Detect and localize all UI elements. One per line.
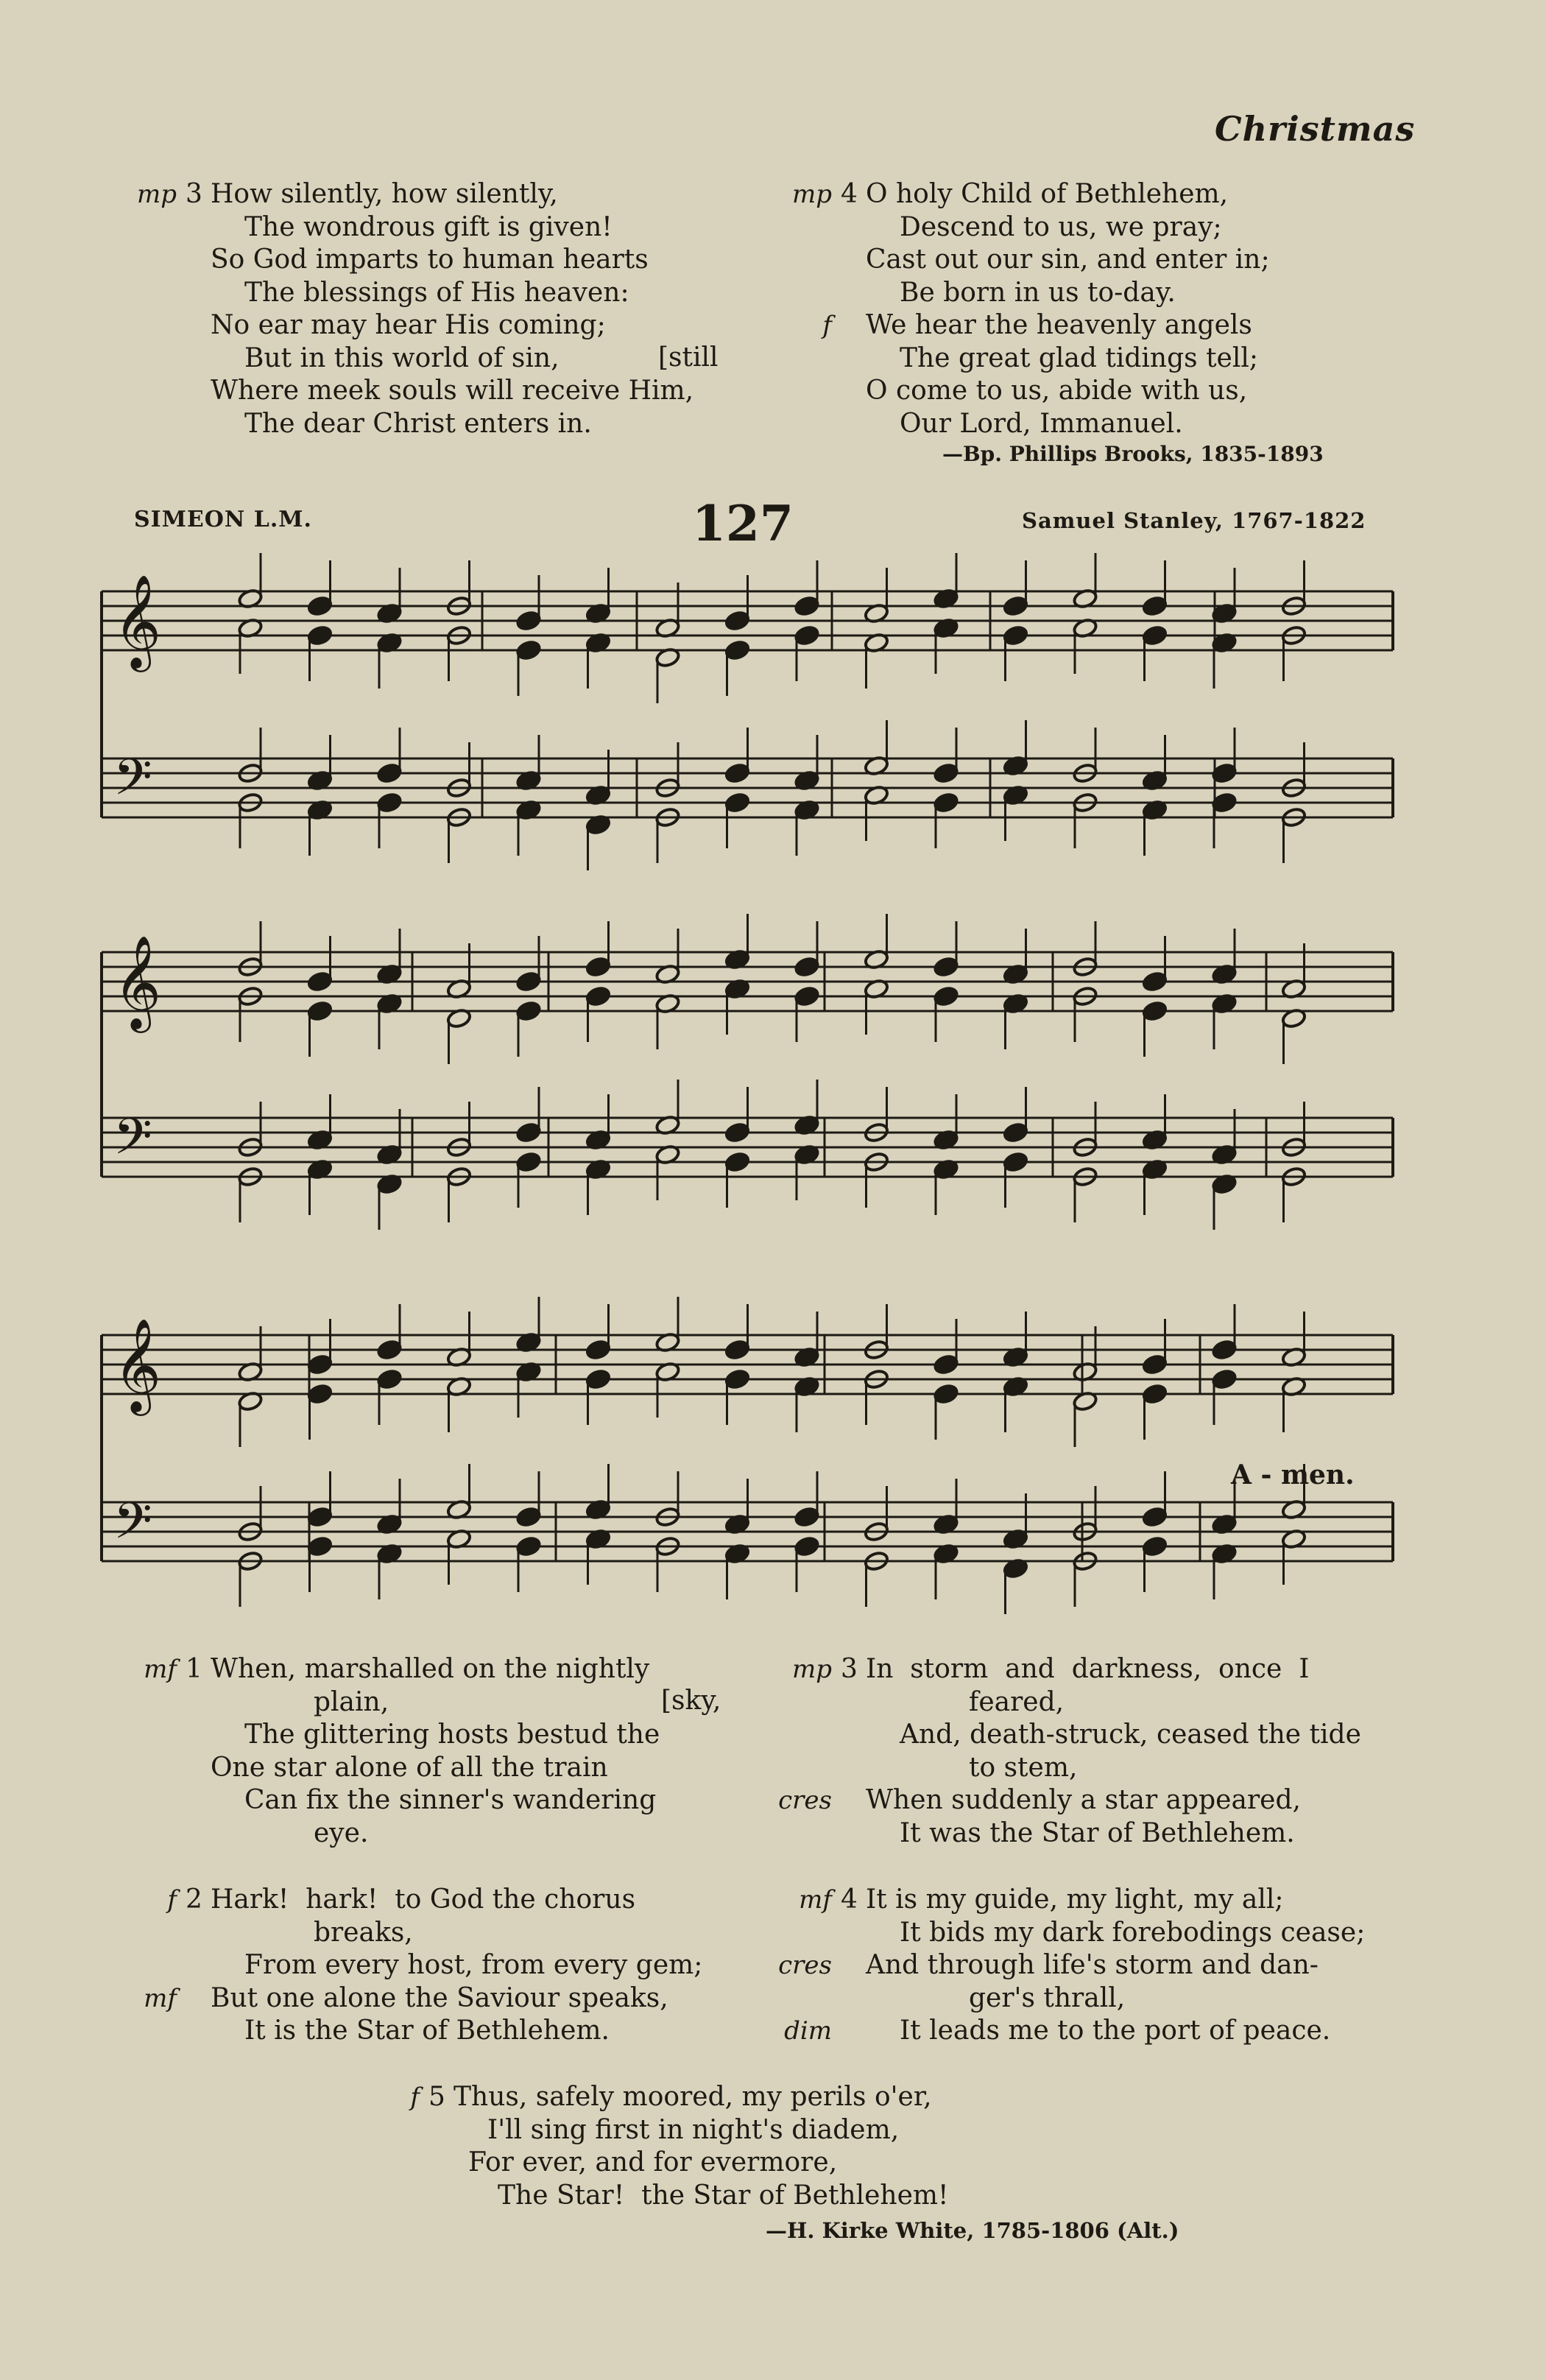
lyric-line: Our Lord, Immanuel. [900, 408, 1183, 439]
dynamic-mark: cres [778, 1786, 832, 1815]
treble-clef-icon: 𝄞 [113, 934, 162, 1029]
note-head [307, 1353, 333, 1375]
note-head [1142, 624, 1168, 646]
lyric-line: No ear may hear His coming; [211, 310, 606, 340]
lyric-line: Where meek souls will receive Him, [211, 376, 694, 406]
stanza-number: 3 [841, 1654, 858, 1684]
stanza-number: 4 [841, 1884, 858, 1915]
lyric-line: Can fix the sinner's wandering [244, 1785, 657, 1815]
note-head [515, 1506, 541, 1527]
note-head [585, 985, 611, 1007]
lyric-line: The wondrous gift is given! [244, 211, 613, 242]
hymn127-stanza-2 [103, 1884, 766, 2048]
note-head [933, 1353, 959, 1375]
note-head [515, 971, 541, 992]
dynamic-mark: f [410, 2082, 420, 2112]
lyric-line: The dear Christ enters in. [244, 408, 592, 439]
attribution: —Bp. Phillips Brooks, 1835-1893 [942, 442, 1324, 466]
note-head [724, 1122, 750, 1143]
note-head [376, 792, 402, 813]
attribution: —H. Kirke White, 1785-1806 (Alt.) [766, 2218, 1179, 2243]
lyric-line: plain, [314, 1686, 389, 1717]
lyric-line: O come to us, abide with us, [866, 376, 1248, 406]
lyric-line: Descend to us, we pray; [900, 211, 1222, 242]
dynamic-mark: f [167, 1885, 177, 1915]
bass-clef-icon: 𝄢 [113, 1493, 152, 1563]
note-head [1142, 1506, 1168, 1527]
lyric-line: It bids my dark forebodings cease; [900, 1917, 1366, 1948]
hymn-number: 127 [692, 495, 794, 552]
lyric-line: And, death-struck, ceased the tide [900, 1719, 1361, 1750]
lyric-line: It is my guide, my light, my all; [866, 1884, 1284, 1915]
note-head [1211, 1339, 1237, 1360]
hymn127-stanza-3 [758, 1653, 1421, 1850]
note-head [1142, 1353, 1168, 1375]
lyric-line: I'll sing first in night's diadem, [487, 2114, 900, 2145]
note-head [794, 956, 819, 977]
lyric-line: The glittering hosts bestud the [244, 1719, 660, 1750]
hymn127-stanza-4 [758, 1884, 1421, 2048]
note-head [933, 762, 959, 784]
lyric-line: We hear the heavenly angels [866, 310, 1252, 340]
dynamic-mark: cres [778, 1951, 832, 1980]
note-head [933, 956, 959, 977]
note-head [1142, 1383, 1168, 1404]
stanza-number: 4 [841, 179, 858, 209]
note-head [515, 1151, 541, 1172]
carry-over-word: [sky, [661, 1686, 721, 1716]
note-head [307, 1000, 333, 1021]
dynamic-mark: mp [791, 1655, 832, 1684]
note-head [515, 1000, 541, 1021]
treble-clef-icon: 𝄞 [113, 574, 162, 668]
note-head [307, 624, 333, 646]
lyric-line: And through life's storm and dan- [866, 1950, 1319, 1980]
note-head [585, 1368, 611, 1390]
note-head [1003, 595, 1028, 616]
bass-clef-icon: 𝄢 [113, 1108, 152, 1178]
dynamic-mark: mf [144, 1983, 177, 2013]
note-head [794, 1506, 819, 1527]
lyric-line: The great glad tidings tell; [900, 342, 1259, 373]
stanza-number: 2 [186, 1884, 202, 1915]
note-head [933, 1383, 959, 1404]
lyric-line: ger's thrall, [969, 1982, 1126, 2013]
note-head [1003, 1122, 1028, 1143]
note-head [794, 624, 819, 646]
lyric-line: Hark! hark! to God the chorus [211, 1884, 636, 1915]
dynamic-mark: f [822, 311, 832, 340]
note-head [307, 1506, 333, 1527]
lyric-line: Cast out our sin, and enter in; [866, 244, 1270, 275]
dynamic-mark: dim [784, 2016, 832, 2046]
stanza-number: 1 [186, 1654, 202, 1684]
note-head [724, 1368, 750, 1390]
note-head [724, 639, 750, 661]
note-head [515, 639, 541, 661]
note-head [307, 1535, 333, 1557]
lyric-line: It leads me to the port of peace. [900, 2015, 1331, 2046]
note-head [1003, 624, 1028, 646]
tune-name: SIMEON L.M. [134, 507, 312, 532]
hymn127-stanza-5 [346, 2081, 1229, 2212]
dynamic-mark: mf [144, 1655, 177, 1684]
note-head [794, 985, 819, 1007]
note-head [933, 792, 959, 813]
note-head [585, 956, 611, 977]
note-head [724, 1151, 750, 1172]
lyric-line: O holy Child of Bethlehem, [866, 179, 1229, 209]
lyric-line: breaks, [314, 1917, 413, 1948]
lyric-line: Be born in us to-day. [900, 277, 1176, 308]
note-head [724, 762, 750, 784]
note-head [1142, 595, 1168, 616]
note-head [933, 985, 959, 1007]
treble-clef-icon: 𝄞 [113, 1317, 162, 1412]
note-head [1142, 971, 1168, 992]
note-head [307, 1383, 333, 1404]
stanza-number: 5 [428, 2082, 445, 2112]
lyric-line: From every host, from every gem; [244, 1950, 703, 1980]
note-head [724, 1339, 750, 1360]
amen-lyric: A - men. [1231, 1460, 1355, 1490]
lyric-line: It was the Star of Bethlehem. [900, 1817, 1295, 1848]
lyric-line: The blessings of His heaven: [244, 277, 629, 308]
lyric-line: When, marshalled on the nightly [211, 1654, 650, 1684]
stanza-number: 3 [186, 179, 202, 209]
carry-over-word: [still [658, 342, 719, 373]
note-head [1142, 1000, 1168, 1021]
note-head [1003, 1151, 1028, 1172]
note-head [376, 1368, 402, 1390]
note-head [307, 595, 333, 616]
lyric-line: eye. [314, 1817, 369, 1848]
note-head [376, 762, 402, 784]
note-head [794, 595, 819, 616]
lyric-line: When suddenly a star appeared, [866, 1785, 1301, 1815]
lyric-line: For ever, and for evermore, [468, 2147, 838, 2177]
dynamic-mark: mp [136, 180, 177, 209]
lyric-line: to stem, [969, 1752, 1078, 1783]
note-head [515, 1535, 541, 1557]
note-head [515, 610, 541, 631]
lyric-line: How silently, how silently, [211, 179, 558, 209]
note-head [724, 610, 750, 631]
lyric-line: feared, [969, 1686, 1065, 1717]
dynamic-mark: mf [799, 1885, 832, 1915]
note-head [307, 971, 333, 992]
note-head [376, 1339, 402, 1360]
note-head [724, 792, 750, 813]
lyric-line: One star alone of all the train [211, 1752, 608, 1783]
lyric-line: Thus, safely moored, my perils o'er, [453, 2082, 932, 2112]
lyric-line: It is the Star of Bethlehem. [244, 2015, 610, 2046]
note-head [1211, 1368, 1237, 1390]
dynamic-mark: mp [791, 180, 832, 209]
composer: Samuel Stanley, 1767-1822 [1022, 508, 1366, 533]
section-title: Christmas [1215, 109, 1416, 149]
lyric-line: But in this world of sin, [244, 342, 560, 373]
hymn127-stanza-1 [103, 1653, 766, 1850]
note-head [794, 1535, 819, 1557]
note-head [515, 1122, 541, 1143]
lyric-line: In storm and darkness, once I [866, 1654, 1310, 1684]
lyric-line: The Star! the Star of Bethlehem! [498, 2180, 949, 2211]
lyric-line: So God imparts to human hearts [211, 244, 649, 275]
lyric-line: But one alone the Saviour speaks, [211, 1982, 668, 2013]
note-head [585, 1339, 611, 1360]
note-head [1142, 1535, 1168, 1557]
bass-clef-icon: 𝄢 [113, 749, 152, 819]
